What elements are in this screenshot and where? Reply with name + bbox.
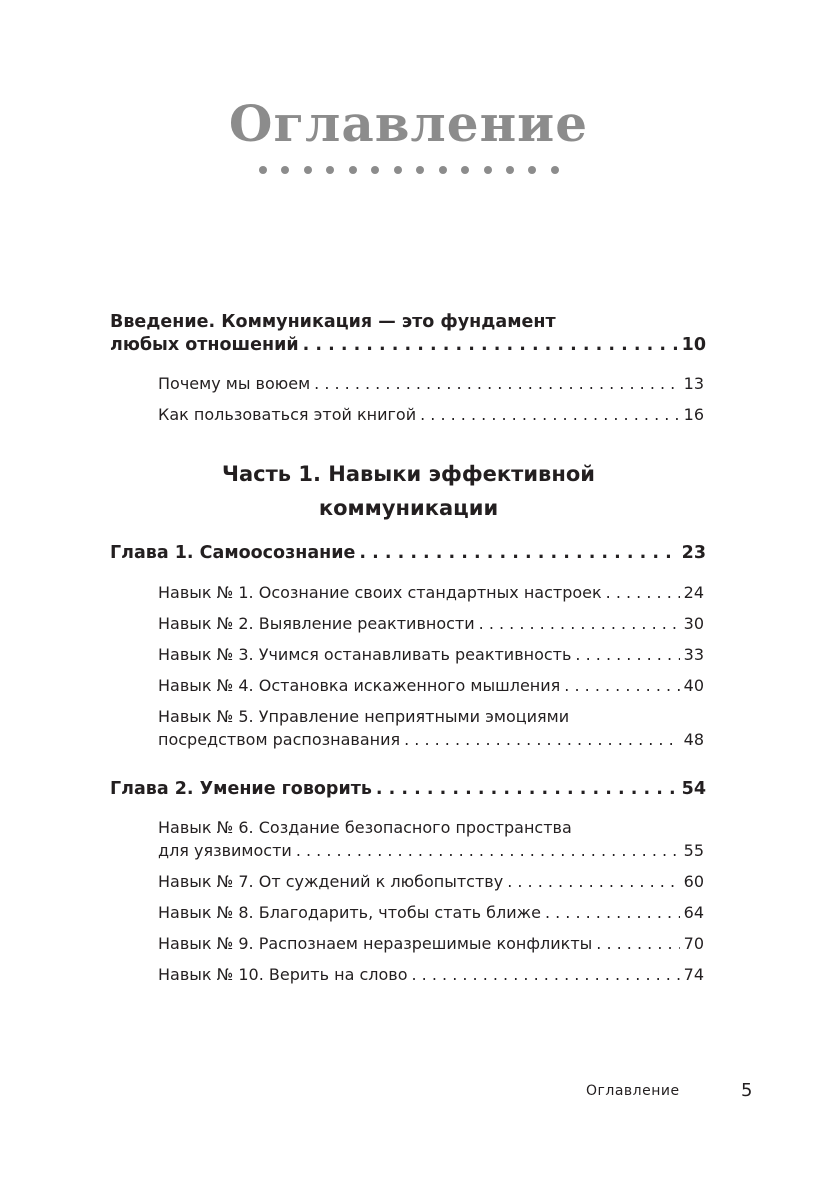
dot-leader xyxy=(314,374,680,393)
toc-entry-label: Как пользоваться этой книгой xyxy=(158,405,417,424)
toc-page-number: 33 xyxy=(683,645,704,664)
toc-page-number: 10 xyxy=(681,335,706,355)
toc-entry[interactable] xyxy=(158,583,704,602)
title-dot-ornament xyxy=(259,166,559,174)
toc-entry[interactable] xyxy=(158,730,704,749)
footer-page-number: 5 xyxy=(741,1080,753,1101)
toc-entry-label: для уязвимости xyxy=(158,841,292,860)
toc-entry[interactable] xyxy=(158,841,704,860)
toc-entry-label: Навык № 2. Выявление реактивности xyxy=(158,614,475,633)
part-heading-line1: Часть 1. Навыки эффективной xyxy=(222,462,595,486)
dot-leader xyxy=(575,645,679,664)
toc-entry[interactable] xyxy=(158,614,704,633)
dot-leader xyxy=(412,965,680,984)
ornament-dot xyxy=(349,166,357,174)
dot-leader xyxy=(296,841,680,860)
toc-intro-line1[interactable]: Введение. Коммуникация — это фундамент xyxy=(110,312,556,332)
dot-leader xyxy=(606,583,680,602)
toc-page-number: 54 xyxy=(681,779,706,799)
toc-intro-line2: любых отношений xyxy=(110,335,299,355)
ornament-dot xyxy=(281,166,289,174)
ornament-dot xyxy=(506,166,514,174)
ornament-dot xyxy=(484,166,492,174)
dot-leader xyxy=(376,779,678,799)
toc-entry[interactable] xyxy=(158,676,704,695)
dot-leader xyxy=(596,934,679,953)
toc-page-number: 55 xyxy=(683,841,704,860)
toc-page-number: 23 xyxy=(681,543,706,563)
ornament-dot xyxy=(416,166,424,174)
toc-entry-label: Навык № 8. Благодарить, чтобы стать ближе xyxy=(158,903,541,922)
toc-chapter-2[interactable] xyxy=(110,779,706,799)
dot-leader xyxy=(507,872,679,891)
ornament-dot xyxy=(371,166,379,174)
toc-page-number: 13 xyxy=(683,374,704,393)
page-title: Оглавление xyxy=(228,94,589,153)
toc-entry[interactable] xyxy=(158,872,704,891)
toc-entry-label: Навык № 9. Распознаем неразрешимые конфликты xyxy=(158,934,593,953)
toc-entry-label: Навык № 1. Осознание своих стандартных настроек xyxy=(158,583,602,602)
toc-entry-label: Навык № 4. Остановка искаженного мышления xyxy=(158,676,561,695)
toc-entry[interactable] xyxy=(158,374,704,393)
toc-entry[interactable] xyxy=(158,405,704,424)
toc-entry-label: Навык № 10. Верить на слово xyxy=(158,965,408,984)
ornament-dot xyxy=(259,166,267,174)
toc-entry-label: Навык № 7. От суждений к любопытству xyxy=(158,872,504,891)
dot-leader xyxy=(303,335,678,355)
toc-entry[interactable] xyxy=(158,965,704,984)
part-heading-line2: коммуникации xyxy=(318,496,499,520)
dot-leader xyxy=(545,903,680,922)
toc-page-number: 30 xyxy=(683,614,704,633)
ornament-dot xyxy=(551,166,559,174)
dot-leader xyxy=(404,730,680,749)
toc-page-number: 64 xyxy=(683,903,704,922)
toc-intro-entry[interactable] xyxy=(110,335,706,355)
toc-entry[interactable] xyxy=(158,645,704,664)
toc-entry-label: Почему мы воюем xyxy=(158,374,311,393)
toc-page-number: 24 xyxy=(683,583,704,602)
toc-page-number: 60 xyxy=(683,872,704,891)
toc-entry-label: посредством распознавания xyxy=(158,730,401,749)
ornament-dot xyxy=(394,166,402,174)
toc-entry[interactable] xyxy=(158,903,704,922)
toc-entry-line1[interactable]: Навык № 5. Управление неприятными эмоциями xyxy=(158,707,570,726)
ornament-dot xyxy=(439,166,447,174)
toc-page-number: 40 xyxy=(683,676,704,695)
toc-page-number: 74 xyxy=(683,965,704,984)
dot-leader xyxy=(359,543,677,563)
running-footer-title: Оглавление xyxy=(586,1083,680,1099)
toc-page-number: 16 xyxy=(683,405,704,424)
ornament-dot xyxy=(461,166,469,174)
ornament-dot xyxy=(304,166,312,174)
toc-chapter-label: Глава 1. Самоосознание xyxy=(110,543,356,563)
toc-entry-line1[interactable]: Навык № 6. Создание безопасного пространства xyxy=(158,818,572,837)
ornament-dot xyxy=(326,166,334,174)
toc-chapter-1[interactable] xyxy=(110,543,706,563)
dot-leader xyxy=(479,614,680,633)
toc-entry-label: Навык № 3. Учимся останавливать реактивность xyxy=(158,645,572,664)
dot-leader xyxy=(420,405,680,424)
toc-chapter-label: Глава 2. Умение говорить xyxy=(110,779,372,799)
ornament-dot xyxy=(528,166,536,174)
dot-leader xyxy=(564,676,679,695)
toc-page-number: 70 xyxy=(683,934,704,953)
toc-page-number: 48 xyxy=(683,730,704,749)
toc-entry[interactable] xyxy=(158,934,704,953)
